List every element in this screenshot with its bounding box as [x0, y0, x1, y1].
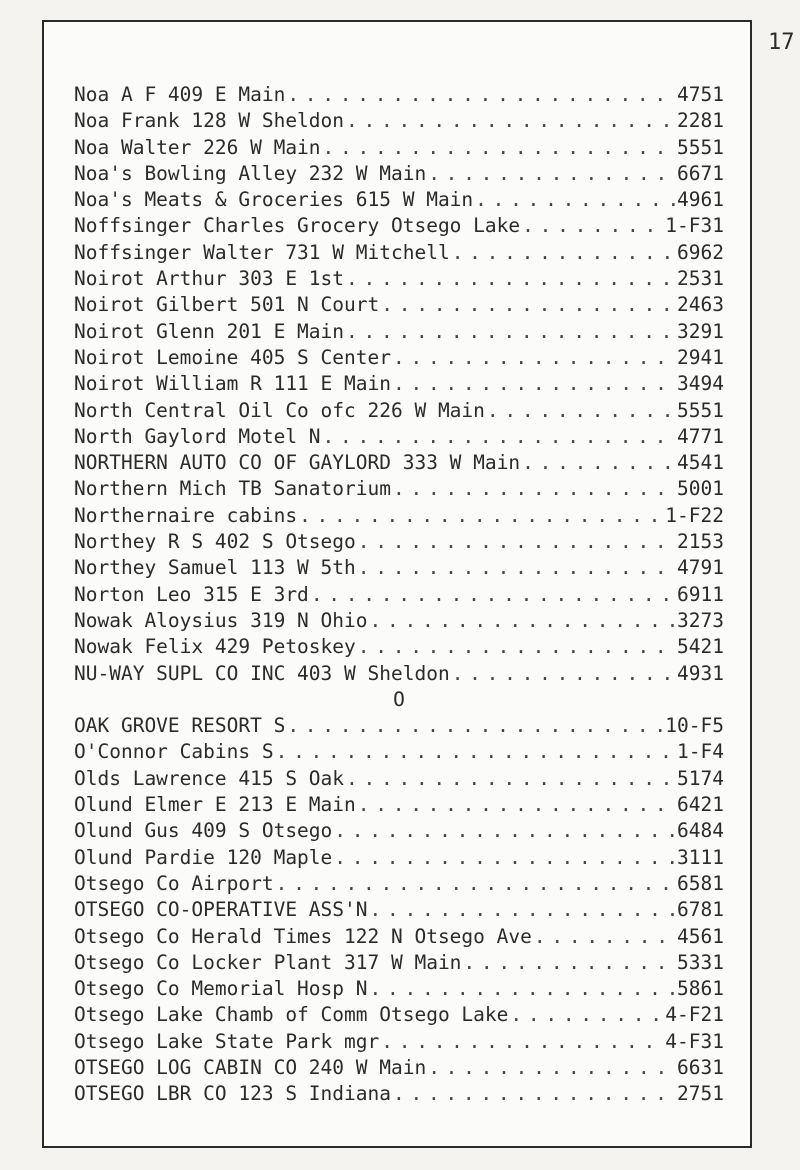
dot-leader — [428, 1055, 675, 1081]
entry-name: North Gaylord Motel N — [74, 424, 321, 448]
entry-phone-number: 5331 — [677, 950, 724, 974]
dot-leader — [299, 503, 663, 529]
entry-name: Olund Gus 409 S Otsego — [74, 819, 333, 843]
dot-leader — [323, 424, 675, 450]
entry-name: Northernaire cabins — [74, 503, 298, 527]
dot-leader — [346, 766, 675, 792]
directory-entry — [74, 634, 724, 660]
dot-leader — [475, 187, 675, 213]
dot-leader — [452, 240, 675, 266]
dot-leader — [393, 1081, 675, 1107]
directory-entry — [74, 871, 724, 897]
directory-entry — [74, 108, 724, 134]
section-n-entries — [74, 82, 724, 687]
dot-leader — [358, 634, 675, 660]
entry-name: Olund Elmer E 213 E Main — [74, 793, 356, 817]
dot-leader — [393, 345, 675, 371]
dot-leader — [510, 1002, 663, 1028]
directory-entry — [74, 582, 724, 608]
directory-entry — [74, 476, 724, 502]
dot-leader — [370, 897, 676, 923]
dot-leader — [522, 450, 675, 476]
dot-leader — [522, 213, 663, 239]
entry-phone-number: 4931 — [677, 661, 724, 685]
entry-name: Otsego Lake State Park mgr — [74, 1029, 380, 1053]
dot-leader — [276, 871, 675, 897]
entry-name: NORTHERN AUTO CO OF GAYLORD 333 W Main — [74, 451, 521, 475]
directory-entry — [74, 398, 724, 424]
entry-name: Northey Samuel 113 W 5th — [74, 556, 356, 580]
directory-entry — [74, 240, 724, 266]
entry-name: Northey R S 402 S Otsego — [74, 530, 356, 554]
directory-entry — [74, 1002, 724, 1028]
entry-phone-number: 1-F31 — [665, 214, 724, 238]
dot-leader — [370, 976, 676, 1002]
entry-name: North Central Oil Co ofc 226 W Main — [74, 398, 485, 422]
entry-phone-number: 10-F5 — [665, 714, 724, 738]
dot-leader — [381, 1029, 663, 1055]
dot-leader — [452, 661, 675, 687]
entry-name: OAK GROVE RESORT S — [74, 714, 286, 738]
directory-entry — [74, 161, 724, 187]
entry-phone-number: 3494 — [677, 372, 724, 396]
entry-phone-number: 5861 — [677, 977, 724, 1001]
entry-phone-number: 3291 — [677, 319, 724, 343]
dot-leader — [358, 792, 675, 818]
entry-name: Olund Pardie 120 Maple — [74, 845, 333, 869]
entry-phone-number: 4771 — [677, 424, 724, 448]
dot-leader — [358, 529, 675, 555]
entry-phone-number: 4751 — [677, 83, 724, 106]
entry-phone-number: 6631 — [677, 1055, 724, 1079]
entry-name: Noirot William R 111 E Main — [74, 372, 391, 396]
entry-phone-number: 5174 — [677, 766, 724, 790]
directory-entry — [74, 845, 724, 871]
entry-phone-number: 4961 — [677, 188, 724, 212]
directory-entry — [74, 135, 724, 161]
entry-phone-number: 4541 — [677, 451, 724, 475]
entry-name: Northern Mich TB Sanatorium — [74, 477, 391, 501]
entry-phone-number: 5421 — [677, 635, 724, 659]
entry-name: Noffsinger Walter 731 W Mitchell — [74, 240, 450, 264]
directory-entry — [74, 1029, 724, 1055]
dot-leader — [276, 739, 675, 765]
directory-entry — [74, 424, 724, 450]
entry-phone-number: 1-F22 — [665, 503, 724, 527]
directory-entry — [74, 503, 724, 529]
dot-leader — [381, 292, 675, 318]
directory-entry — [74, 450, 724, 476]
directory-entry — [74, 266, 724, 292]
entry-name: OTSEGO LOG CABIN CO 240 W Main — [74, 1055, 427, 1079]
directory-entry — [74, 661, 724, 687]
dot-leader — [534, 924, 675, 950]
dot-leader — [323, 135, 675, 161]
directory-entry — [74, 818, 724, 844]
directory-page-frame — [42, 20, 752, 1148]
entry-name: Nowak Felix 429 Petoskey — [74, 635, 356, 659]
dot-leader — [311, 582, 675, 608]
directory-entry — [74, 713, 724, 739]
directory-listing — [74, 82, 724, 1108]
directory-entry — [74, 924, 724, 950]
entry-name: Otsego Co Herald Times 122 N Otsego Ave — [74, 924, 532, 948]
entry-name: Noirot Glenn 201 E Main — [74, 319, 345, 343]
directory-entry — [74, 82, 724, 108]
directory-entry — [74, 529, 724, 555]
entry-name: Noa's Bowling Alley 232 W Main — [74, 161, 427, 185]
entry-name: OTSEGO LBR CO 123 S Indiana — [74, 1082, 391, 1106]
directory-entry — [74, 371, 724, 397]
entry-name: Otsego Co Airport — [74, 871, 274, 895]
entry-name: Noa Walter 226 W Main — [74, 135, 321, 159]
entry-phone-number: 6781 — [677, 898, 724, 922]
dot-leader — [463, 950, 675, 976]
entry-phone-number: 2153 — [677, 530, 724, 554]
directory-entry — [74, 345, 724, 371]
entry-phone-number: 3111 — [677, 845, 724, 869]
section-o-entries — [74, 713, 724, 1107]
directory-entry — [74, 213, 724, 239]
entry-phone-number: 2463 — [677, 293, 724, 317]
directory-entry — [74, 187, 724, 213]
entry-name: Noa Frank 128 W Sheldon — [74, 109, 345, 133]
entry-name: Olds Lawrence 415 S Oak — [74, 766, 345, 790]
entry-name: Noa's Meats & Groceries 615 W Main — [74, 188, 474, 212]
entry-name: Noffsinger Charles Grocery Otsego Lake — [74, 214, 521, 238]
entry-phone-number: 6911 — [677, 582, 724, 606]
dot-leader — [287, 713, 663, 739]
directory-entry — [74, 897, 724, 923]
entry-phone-number: 4561 — [677, 924, 724, 948]
entry-phone-number: 6421 — [677, 793, 724, 817]
entry-name: O'Connor Cabins S — [74, 740, 274, 764]
entry-phone-number: 6962 — [677, 240, 724, 264]
dot-leader — [393, 371, 675, 397]
entry-name: OTSEGO CO-OPERATIVE ASS'N — [74, 898, 368, 922]
dot-leader — [358, 555, 675, 581]
entry-phone-number: 5001 — [677, 477, 724, 501]
entry-phone-number: 5551 — [677, 135, 724, 159]
directory-entry — [74, 792, 724, 818]
entry-name: Noa A F 409 E Main — [74, 83, 286, 106]
directory-entry — [74, 319, 724, 345]
entry-name: Noirot Gilbert 501 N Court — [74, 293, 380, 317]
entry-phone-number: 2751 — [677, 1082, 724, 1106]
entry-name: Norton Leo 315 E 3rd — [74, 582, 309, 606]
directory-entry — [74, 1055, 724, 1081]
directory-entry — [74, 766, 724, 792]
dot-leader — [428, 161, 675, 187]
entry-phone-number: 3273 — [677, 608, 724, 632]
entry-name: Nowak Aloysius 319 N Ohio — [74, 608, 368, 632]
dot-leader — [370, 608, 676, 634]
dot-leader — [487, 398, 675, 424]
dot-leader — [393, 476, 675, 502]
entry-phone-number: 4791 — [677, 556, 724, 580]
dot-leader — [346, 266, 675, 292]
entry-name: Otsego Co Locker Plant 317 W Main — [74, 950, 462, 974]
dot-leader — [346, 319, 675, 345]
directory-entry — [74, 976, 724, 1002]
entry-name: Noirot Arthur 303 E 1st — [74, 267, 345, 291]
directory-entry — [74, 950, 724, 976]
dot-leader — [287, 82, 675, 108]
directory-entry — [74, 292, 724, 318]
entry-phone-number: 4-F31 — [665, 1029, 724, 1053]
entry-phone-number: 6484 — [677, 819, 724, 843]
entry-phone-number: 2531 — [677, 267, 724, 291]
page-number: 17 — [768, 30, 795, 55]
entry-phone-number: 1-F4 — [677, 740, 724, 764]
entry-name: NU-WAY SUPL CO INC 403 W Sheldon — [74, 661, 450, 685]
entry-name: Otsego Co Memorial Hosp N — [74, 977, 368, 1001]
directory-entry — [74, 1081, 724, 1107]
entry-phone-number: 2941 — [677, 345, 724, 369]
section-letter-o: O — [393, 687, 405, 711]
entry-phone-number: 2281 — [677, 109, 724, 133]
entry-phone-number: 6581 — [677, 871, 724, 895]
entry-name: Noirot Lemoine 405 S Center — [74, 345, 391, 369]
directory-entry — [74, 739, 724, 765]
directory-entry — [74, 555, 724, 581]
dot-leader — [334, 845, 675, 871]
entry-phone-number: 4-F21 — [665, 1003, 724, 1027]
directory-entry — [74, 608, 724, 634]
entry-phone-number: 6671 — [677, 161, 724, 185]
entry-name: Otsego Lake Chamb of Comm Otsego Lake — [74, 1003, 509, 1027]
dot-leader — [346, 108, 675, 134]
dot-leader — [334, 818, 675, 844]
entry-phone-number: 5551 — [677, 398, 724, 422]
